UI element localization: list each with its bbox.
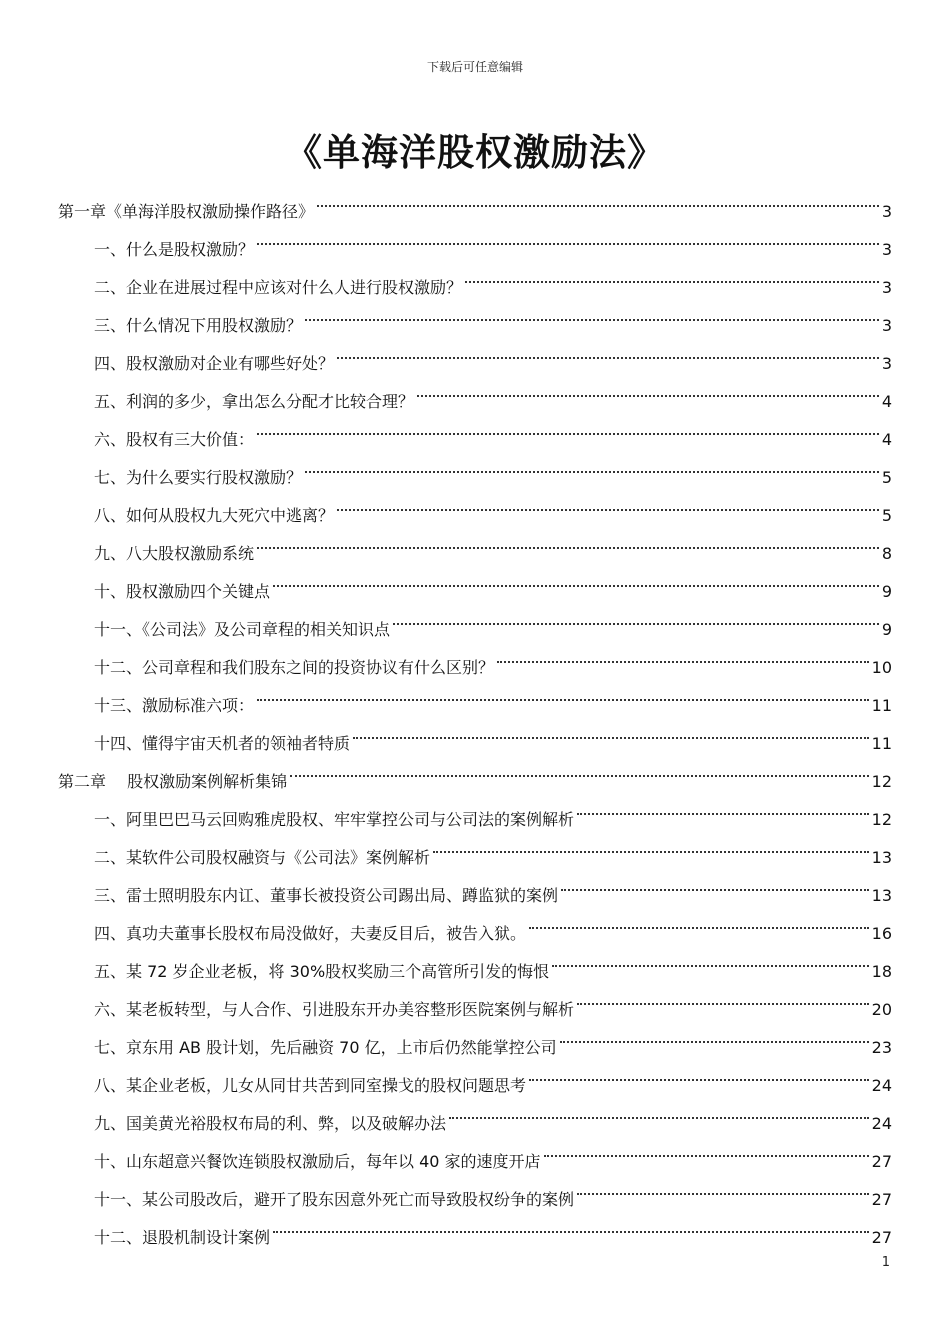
toc-entry-title: 一、什么是股权激励？	[94, 240, 255, 259]
toc-entry-title: 八、某企业老板，儿女从同甘共苦到同室操戈的股权问题思考	[94, 1076, 527, 1095]
toc-entry-page: 9	[881, 582, 892, 601]
toc-entry-title: 六、股权有三大价值：	[94, 430, 255, 449]
toc-entry-title: 九、八大股权激励系统	[94, 544, 255, 563]
toc-dot-leader	[305, 445, 879, 483]
toc-entry-page: 20	[871, 1000, 892, 1019]
toc-entry-page: 4	[881, 430, 892, 449]
toc-entry-title: 十三、激励标准六项：	[94, 696, 255, 715]
toc-dot-leader	[465, 255, 879, 293]
toc-entry-page: 27	[871, 1190, 892, 1209]
toc-entry-title: 六、某老板转型，与人合作、引进股东开办美容整形医院案例与解析	[94, 1000, 575, 1019]
toc-dot-leader	[257, 521, 879, 559]
toc-entry-page: 24	[871, 1076, 892, 1095]
toc-dot-leader	[305, 293, 879, 331]
table-of-contents	[58, 179, 892, 1247]
toc-entry-title: 八、如何从股权九大死穴中逃离？	[94, 506, 335, 525]
toc-dot-leader	[577, 787, 869, 825]
toc-dot-leader	[273, 1205, 869, 1243]
toc-entry-page: 27	[871, 1152, 892, 1171]
page-number: 1	[881, 1255, 890, 1270]
toc-entry-title: 第一章《单海洋股权激励操作路径》	[58, 202, 315, 221]
header-note: 下载后可任意编辑	[426, 60, 523, 74]
toc-dot-leader	[433, 825, 869, 863]
toc-entry-title: 二、某软件公司股权融资与《公司法》案例解析	[94, 848, 431, 867]
toc-dot-leader	[317, 179, 879, 217]
toc-chapter-entry[interactable]	[58, 179, 892, 221]
toc-entry-title: 第二章 股权激励案例解析集锦	[58, 772, 288, 791]
toc-entry-page: 10	[871, 658, 892, 677]
toc-entry-title: 十、股权激励四个关键点	[94, 582, 271, 601]
toc-entry-title: 五、利润的多少，拿出怎么分配才比较合理？	[94, 392, 415, 411]
toc-dot-leader	[552, 939, 868, 977]
toc-entry-title: 九、国美黄光裕股权布局的利、弊，以及破解办法	[94, 1114, 447, 1133]
document-title: 《单海洋股权激励法》	[285, 131, 665, 174]
toc-entry-page: 18	[871, 962, 892, 981]
toc-dot-leader	[290, 749, 869, 787]
toc-entry-page: 24	[871, 1114, 892, 1133]
toc-entry-page: 5	[881, 506, 892, 525]
toc-entry-page: 12	[871, 810, 892, 829]
toc-dot-leader	[337, 331, 879, 369]
toc-entry-page: 16	[871, 924, 892, 943]
toc-dot-leader	[577, 1167, 869, 1205]
toc-entry-title: 十一、《公司法》及公司章程的相关知识点	[94, 620, 391, 639]
toc-entry-page: 13	[871, 886, 892, 905]
toc-entry-page: 3	[881, 316, 892, 335]
toc-dot-leader	[529, 1053, 869, 1091]
toc-dot-leader	[497, 635, 869, 673]
toc-entry-title: 七、为什么要实行股权激励？	[94, 468, 303, 487]
toc-entry-page: 3	[881, 278, 892, 297]
toc-entry-title: 十四、懂得宇宙天机者的领袖者特质	[94, 734, 351, 753]
toc-dot-leader	[337, 483, 879, 521]
toc-dot-leader	[393, 597, 879, 635]
toc-dot-leader	[417, 369, 879, 407]
toc-entry-title: 十、山东超意兴餐饮连锁股权激励后，每年以 40 家的速度开店	[94, 1152, 541, 1171]
toc-dot-leader	[353, 711, 869, 749]
toc-entry-title: 二、企业在进展过程中应该对什么人进行股权激励？	[94, 278, 463, 297]
toc-entry-title: 五、某 72 岁企业老板，将 30%股权奖励三个高管所引发的悔恨	[94, 962, 550, 981]
toc-entry-page: 11	[871, 696, 892, 715]
toc-dot-leader	[257, 673, 869, 711]
toc-dot-leader	[257, 217, 879, 255]
toc-entry-title: 四、真功夫董事长股权布局没做好，夫妻反目后，被告入狱。	[94, 924, 527, 943]
toc-entry-title: 四、股权激励对企业有哪些好处？	[94, 354, 335, 373]
toc-entry-title: 十一、某公司股改后，避开了股东因意外死亡而导致股权纷争的案例	[94, 1190, 575, 1209]
toc-dot-leader	[257, 407, 879, 445]
toc-entry-page: 3	[881, 354, 892, 373]
toc-dot-leader	[561, 863, 869, 901]
toc-entry-title: 三、什么情况下用股权激励？	[94, 316, 303, 335]
toc-entry-page: 12	[871, 772, 892, 791]
toc-entry-page: 3	[881, 240, 892, 259]
toc-entry-page: 11	[871, 734, 892, 753]
toc-entry-page: 13	[871, 848, 892, 867]
toc-entry-page: 4	[881, 392, 892, 411]
toc-entry-page: 23	[871, 1038, 892, 1057]
toc-dot-leader	[273, 559, 879, 597]
toc-entry-title: 三、雷士照明股东内讧、董事长被投资公司踢出局、蹲监狱的案例	[94, 886, 559, 905]
toc-entry-page: 8	[881, 544, 892, 563]
toc-entry-page: 9	[881, 620, 892, 639]
toc-dot-leader	[449, 1091, 869, 1129]
toc-dot-leader	[577, 977, 869, 1015]
toc-dot-leader	[529, 901, 869, 939]
toc-dot-leader	[544, 1129, 869, 1167]
toc-entry-title: 一、阿里巴巴马云回购雅虎股权、牢牢掌控公司与公司法的案例解析	[94, 810, 575, 829]
toc-entry-title: 十二、退股机制设计案例	[94, 1228, 271, 1247]
toc-entry-page: 27	[871, 1228, 892, 1247]
toc-dot-leader	[560, 1015, 869, 1053]
toc-entry-title: 七、京东用 AB 股计划，先后融资 70 亿，上市后仍然能掌控公司	[94, 1038, 557, 1057]
toc-entry-page: 5	[881, 468, 892, 487]
toc-entry-title: 十二、公司章程和我们股东之间的投资协议有什么区别？	[94, 658, 495, 677]
toc-entry-page: 3	[881, 202, 892, 221]
